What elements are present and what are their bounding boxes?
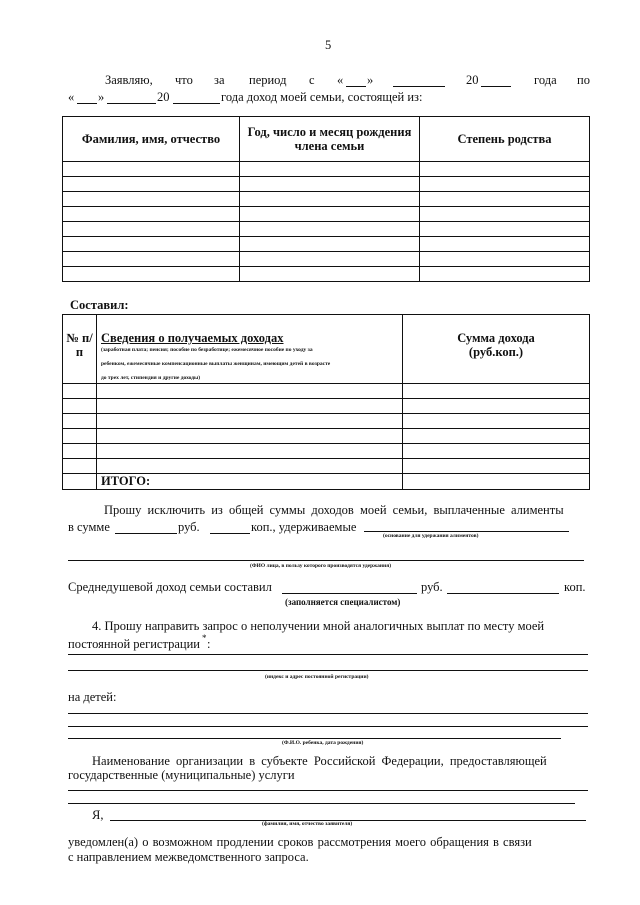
address-caption: (индекс и адрес постоянной регистрации) bbox=[265, 674, 369, 680]
intro-word-zayavlyayu: Заявляю, bbox=[105, 73, 153, 87]
intro-word-za: за bbox=[214, 73, 225, 87]
income-cell[interactable] bbox=[403, 444, 590, 459]
income-cell[interactable] bbox=[63, 444, 97, 459]
family-cell[interactable] bbox=[240, 267, 420, 282]
family-cell[interactable] bbox=[63, 162, 240, 177]
alimony-kop-field[interactable] bbox=[210, 533, 250, 534]
income-cell[interactable] bbox=[97, 459, 403, 474]
income-cell[interactable] bbox=[63, 384, 97, 399]
avg-income-rub: руб. bbox=[421, 580, 443, 594]
children-line-3[interactable] bbox=[68, 738, 561, 739]
family-cell[interactable] bbox=[420, 252, 590, 267]
intro-word-chto: что bbox=[175, 73, 193, 87]
family-cell[interactable] bbox=[63, 252, 240, 267]
family-cell[interactable] bbox=[420, 177, 590, 192]
family-cell[interactable] bbox=[420, 237, 590, 252]
income-cell[interactable] bbox=[97, 384, 403, 399]
alimony-line1: Прошу исключить из общей суммы доходов моей семьи, выплаченные алименты bbox=[104, 503, 564, 517]
income-header-note-2: ребенком, ежемесячные компенсационные выплаты женщинам, имеющим детей в возрасте bbox=[101, 361, 331, 367]
income-cell[interactable] bbox=[403, 414, 590, 429]
income-table bbox=[62, 314, 590, 490]
income-cell[interactable] bbox=[97, 444, 403, 459]
intro-word-po: по bbox=[577, 73, 590, 87]
date-from-quote-open: « bbox=[337, 73, 344, 87]
family-cell[interactable] bbox=[240, 237, 420, 252]
request-colon: : bbox=[207, 637, 211, 651]
income-header-note-1: (заработная плата; пенсия; пособие по безработице; ежемесячное пособие по уходу за bbox=[101, 347, 313, 353]
request-asterisk: * bbox=[202, 633, 207, 643]
income-cell[interactable] bbox=[403, 459, 590, 474]
children-label: на детей: bbox=[68, 690, 117, 704]
date-to-quote-open: « bbox=[68, 90, 75, 104]
avg-income-caption: (заполняется специалистом) bbox=[285, 597, 401, 607]
avg-income-label: Среднедушевой доход семьи составил bbox=[68, 580, 272, 594]
request-line1: 4. Прошу направить запрос о неполучении мной аналогичных выплат по месту моей bbox=[92, 619, 545, 633]
date-from-month-field[interactable] bbox=[393, 86, 445, 87]
organization-line1: Наименование организации в субъекте Российской Федерации, предоставляющей bbox=[92, 754, 547, 768]
family-table bbox=[62, 116, 590, 282]
date-from-quote-close: » bbox=[367, 73, 374, 87]
family-cell[interactable] bbox=[420, 162, 590, 177]
organization-field-2[interactable] bbox=[68, 803, 575, 804]
income-header-note-3: до трех лет, стипендия и другие доходы) bbox=[101, 375, 201, 381]
applicant-name-caption: (фамилия, имя, отчество заявителя) bbox=[262, 821, 353, 827]
family-cell[interactable] bbox=[240, 177, 420, 192]
intro-word-s: с bbox=[309, 73, 315, 87]
request-line2: постоянной регистрации bbox=[68, 637, 200, 651]
family-cell[interactable] bbox=[63, 177, 240, 192]
family-header-relation: Степень родства bbox=[420, 117, 590, 162]
composed-label: Составил: bbox=[70, 298, 129, 312]
avg-income-rub-field[interactable] bbox=[282, 593, 417, 594]
family-cell[interactable] bbox=[63, 237, 240, 252]
alimony-fio-field[interactable] bbox=[68, 560, 584, 561]
alimony-rub-label: руб. bbox=[178, 520, 200, 534]
family-cell[interactable] bbox=[420, 207, 590, 222]
family-cell[interactable] bbox=[63, 207, 240, 222]
family-cell[interactable] bbox=[240, 252, 420, 267]
date-from-year-prefix: 20 bbox=[466, 73, 479, 87]
organization-field-1[interactable] bbox=[68, 790, 588, 791]
family-cell[interactable] bbox=[240, 207, 420, 222]
income-header-title: Сведения о получаемых доходах bbox=[101, 331, 284, 345]
date-to-quote-close: » bbox=[98, 90, 105, 104]
income-header-num: № п/п bbox=[63, 315, 97, 384]
family-cell[interactable] bbox=[240, 192, 420, 207]
notice-line2: с направлением межведомственного запроса. bbox=[68, 850, 309, 864]
family-header-birth: Год, число и месяц рождения члена семьи bbox=[240, 117, 420, 162]
family-header-name: Фамилия, имя, отчество bbox=[63, 117, 240, 162]
family-cell[interactable] bbox=[420, 222, 590, 237]
alimony-rub-field[interactable] bbox=[115, 533, 177, 534]
family-cell[interactable] bbox=[63, 192, 240, 207]
address-line-1[interactable] bbox=[68, 654, 588, 655]
family-cell[interactable] bbox=[63, 267, 240, 282]
family-cell[interactable] bbox=[63, 222, 240, 237]
family-cell[interactable] bbox=[240, 162, 420, 177]
income-cell[interactable] bbox=[403, 429, 590, 444]
signature-ya: Я, bbox=[92, 808, 104, 822]
income-cell[interactable] bbox=[63, 429, 97, 444]
date-from-year-field[interactable] bbox=[481, 86, 511, 87]
organization-line2: государственные (муниципальные) услуги bbox=[68, 768, 295, 782]
family-cell[interactable] bbox=[420, 192, 590, 207]
income-cell[interactable] bbox=[97, 429, 403, 444]
page-number: 5 bbox=[325, 38, 332, 52]
family-cell[interactable] bbox=[420, 267, 590, 282]
income-header-sum: Сумма дохода (руб.коп.) bbox=[403, 315, 590, 384]
intro-line2-tail: года доход моей семьи, состоящей из: bbox=[221, 90, 423, 104]
income-cell[interactable] bbox=[97, 399, 403, 414]
children-line-2[interactable] bbox=[68, 726, 588, 727]
notice-line1: уведомлен(а) о возможном продлении сроков рассмотрения моего обращения в связи bbox=[68, 835, 532, 849]
income-total-sum[interactable] bbox=[403, 474, 590, 490]
date-from-day-field[interactable] bbox=[346, 86, 366, 87]
income-total-label: ИТОГО: bbox=[97, 474, 403, 490]
address-line-2[interactable] bbox=[68, 670, 588, 671]
income-cell[interactable] bbox=[403, 399, 590, 414]
avg-income-kop: коп. bbox=[564, 580, 586, 594]
family-cell[interactable] bbox=[240, 222, 420, 237]
alimony-basis-caption: (основание для удержания алиментов) bbox=[383, 533, 479, 539]
avg-income-kop-field[interactable] bbox=[447, 593, 559, 594]
income-header-title-cell bbox=[97, 315, 403, 384]
date-to-month-field[interactable] bbox=[107, 103, 156, 104]
children-line-1[interactable] bbox=[68, 713, 588, 714]
date-to-year-field[interactable] bbox=[173, 103, 220, 104]
income-cell[interactable] bbox=[63, 459, 97, 474]
date-to-year-prefix: 20 bbox=[157, 90, 170, 104]
income-cell[interactable] bbox=[97, 414, 403, 429]
alimony-basis-field[interactable] bbox=[364, 531, 569, 532]
alimony-in-sum: в сумме bbox=[68, 520, 110, 534]
intro-word-goda: года bbox=[534, 73, 557, 87]
alimony-fio-caption: (ФИО лица, в пользу которого производятся удержания) bbox=[250, 563, 392, 569]
income-cell[interactable] bbox=[63, 414, 97, 429]
income-cell[interactable] bbox=[63, 399, 97, 414]
income-total-num bbox=[63, 474, 97, 490]
intro-word-period: период bbox=[249, 73, 287, 87]
date-to-day-field[interactable] bbox=[77, 103, 97, 104]
children-caption: (Ф.И.О. ребенка, дата рождения) bbox=[282, 740, 364, 746]
income-cell[interactable] bbox=[403, 384, 590, 399]
alimony-kop-label: коп., удерживаемые bbox=[251, 520, 357, 534]
